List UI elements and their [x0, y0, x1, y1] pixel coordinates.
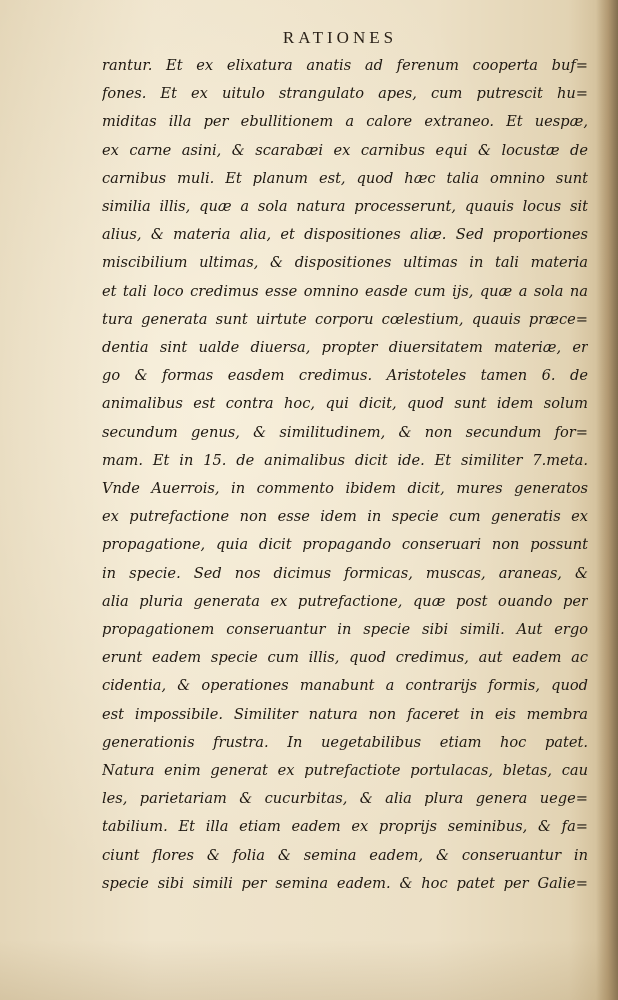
text-line-20: alia pluria generata ex putrefactione, quæ post ouando per — [102, 592, 588, 610]
text-line-3: miditas illa per ebullitionem a calore extraneo. Et uespæ, — [102, 113, 588, 131]
text-line-21: propagationem conseruantur in specie sibi simili. Aut ergo — [102, 621, 588, 639]
text-line-25: generationis frustra. In uegetabilibus etiam hoc patet. — [102, 733, 588, 751]
text-line-9: et tali loco credimus esse omnino easde cum ijs, quæ a sola na — [102, 282, 588, 300]
text-line-13: animalibus est contra hoc, qui dicit, quod sunt idem solum — [102, 395, 588, 413]
running-header: RATIONES — [282, 28, 398, 47]
text-line-1: rantur. Et ex elixatura anatis ad ferenum cooperta buf= — [102, 57, 588, 74]
text-line-18: propagatione, quia dicit propagando conseruari non possunt — [102, 536, 588, 554]
text-line-11: dentia sint ualde diuersa, propter diuersitatem materiæ, er — [102, 339, 588, 357]
text-line-28: tabilium. Et illa etiam eadem ex proprijs seminibus, & fa= — [102, 818, 588, 836]
text-line-6: similia illis, quæ a sola natura processerunt, quauis locus sit — [102, 198, 588, 216]
text-line-5: carnibus muli. Et planum est, quod hæc talia omnino sunt — [102, 169, 588, 187]
text-line-22: erunt eadem specie cum illis, quod credimus, aut eadem ac — [102, 649, 588, 667]
body-text — [102, 52, 588, 898]
text-line-15: mam. Et in 15. de animalibus dicit ide. Et similiter 7.meta. — [102, 451, 588, 469]
text-line-23: cidentia, & operationes manabunt a contrarijs formis, quod — [102, 677, 588, 695]
text-line-17: ex putrefactione non esse idem in specie cum generatis ex — [102, 508, 588, 526]
text-line-12: go & formas easdem credimus. Aristoteles tamen 6. de — [102, 367, 588, 385]
text-line-10: tura generata sunt uirtute corporu cœlestium, quauis præce= — [102, 310, 588, 328]
page-bottom-shade — [0, 940, 618, 1000]
page-edge-shadow — [596, 0, 618, 1000]
text-line-16: Vnde Auerrois, in commento ibidem dicit, mures generatos — [102, 480, 588, 498]
text-line-27: les, parietariam & cucurbitas, & alia plura genera uege= — [102, 790, 588, 808]
text-line-26: Natura enim generat ex putrefactiote portulacas, bletas, cau — [102, 762, 588, 780]
text-line-30: specie sibi simili per semina eadem. & hoc patet per Galie= — [102, 874, 588, 892]
text-line-24: est impossibile. Similiter natura non faceret in eis membra — [102, 705, 588, 723]
text-line-2: fones. Et ex uitulo strangulato apes, cum putrescit hu= — [102, 85, 588, 103]
text-line-19: in specie. Sed nos dicimus formicas, muscas, araneas, & — [102, 564, 588, 582]
text-line-8: miscibilium ultimas, & dispositiones ultimas in tali materia — [102, 254, 588, 272]
text-line-14: secundum genus, & similitudinem, & non secundum for= — [102, 423, 588, 441]
text-line-4: ex carne asini, & scarabæi ex carnibus equi & locustæ de — [102, 141, 588, 159]
text-line-29: ciunt flores & folia & semina eadem, & conseruantur in — [102, 846, 588, 864]
text-line-7: alius, & materia alia, et dispositiones aliæ. Sed proportiones — [102, 226, 588, 244]
